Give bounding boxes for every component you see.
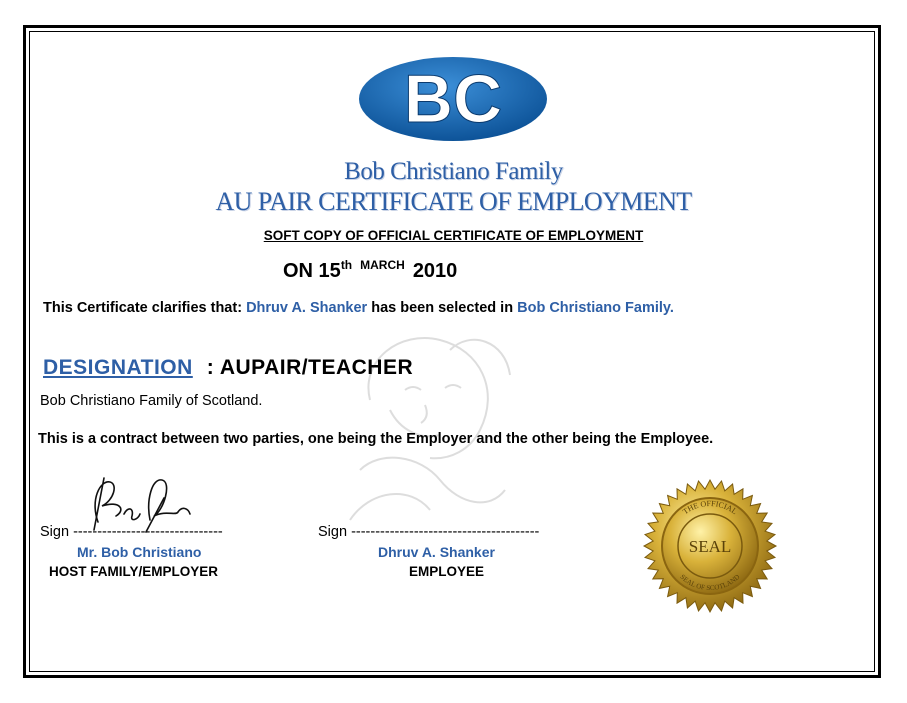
designation-value: : AUPAIR/TEACHER	[206, 356, 414, 379]
soft-copy-note: SOFT COPY OF OFFICIAL CERTIFICATE OF EMPLOYMENT	[263, 228, 644, 243]
family-name-heading: Bob Christiano Family	[344, 158, 563, 185]
employer-name: Mr. Bob Christiano	[77, 544, 202, 560]
designation-label: DESIGNATION	[43, 356, 193, 379]
designation-line	[43, 356, 413, 380]
employee-role: EMPLOYEE	[409, 564, 485, 579]
clarify-person: Dhruv A. Shanker	[246, 300, 368, 316]
official-seal-icon	[640, 476, 780, 616]
contract-statement: This is a contract between two parties, one being the Employer and the other being the Employee.	[38, 431, 714, 447]
employer-role: HOST FAMILY/EMPLOYER	[49, 564, 219, 579]
seal-center-text: SEAL	[688, 537, 732, 556]
employee-name: Dhruv A. Shanker	[378, 544, 495, 560]
certificate-date	[283, 260, 457, 283]
logo-text: BC	[403, 61, 503, 137]
seal-bottom-text: SEAL OF SCOTLAND	[678, 572, 742, 593]
date-suffix: th	[340, 258, 353, 272]
employer-sign-dashes: -------------------------------	[73, 524, 223, 540]
employee-sign-label: Sign	[318, 524, 348, 540]
bc-logo	[358, 56, 548, 142]
clarify-family: Bob Christiano Family.	[517, 300, 674, 316]
certificate-title: AU PAIR CERTIFICATE OF EMPLOYMENT	[215, 187, 692, 216]
clarification-line	[43, 300, 674, 316]
employer-handwritten-signature	[80, 470, 220, 540]
employee-sign-line	[318, 524, 539, 540]
date-day: ON 15	[283, 260, 341, 282]
date-month: MARCH	[360, 258, 405, 272]
family-location-line: Bob Christiano Family of Scotland.	[40, 393, 263, 409]
seal-top-text: THE OFFICIAL	[681, 498, 739, 517]
date-year: 2010	[412, 260, 458, 282]
clarify-intro: This Certificate clarifies that:	[43, 300, 243, 316]
watermark-illustration	[330, 320, 520, 530]
employer-sign-label: Sign	[40, 524, 70, 540]
employee-sign-dashes: ---------------------------------------	[351, 524, 540, 540]
clarify-middle: has been selected in	[371, 300, 514, 316]
